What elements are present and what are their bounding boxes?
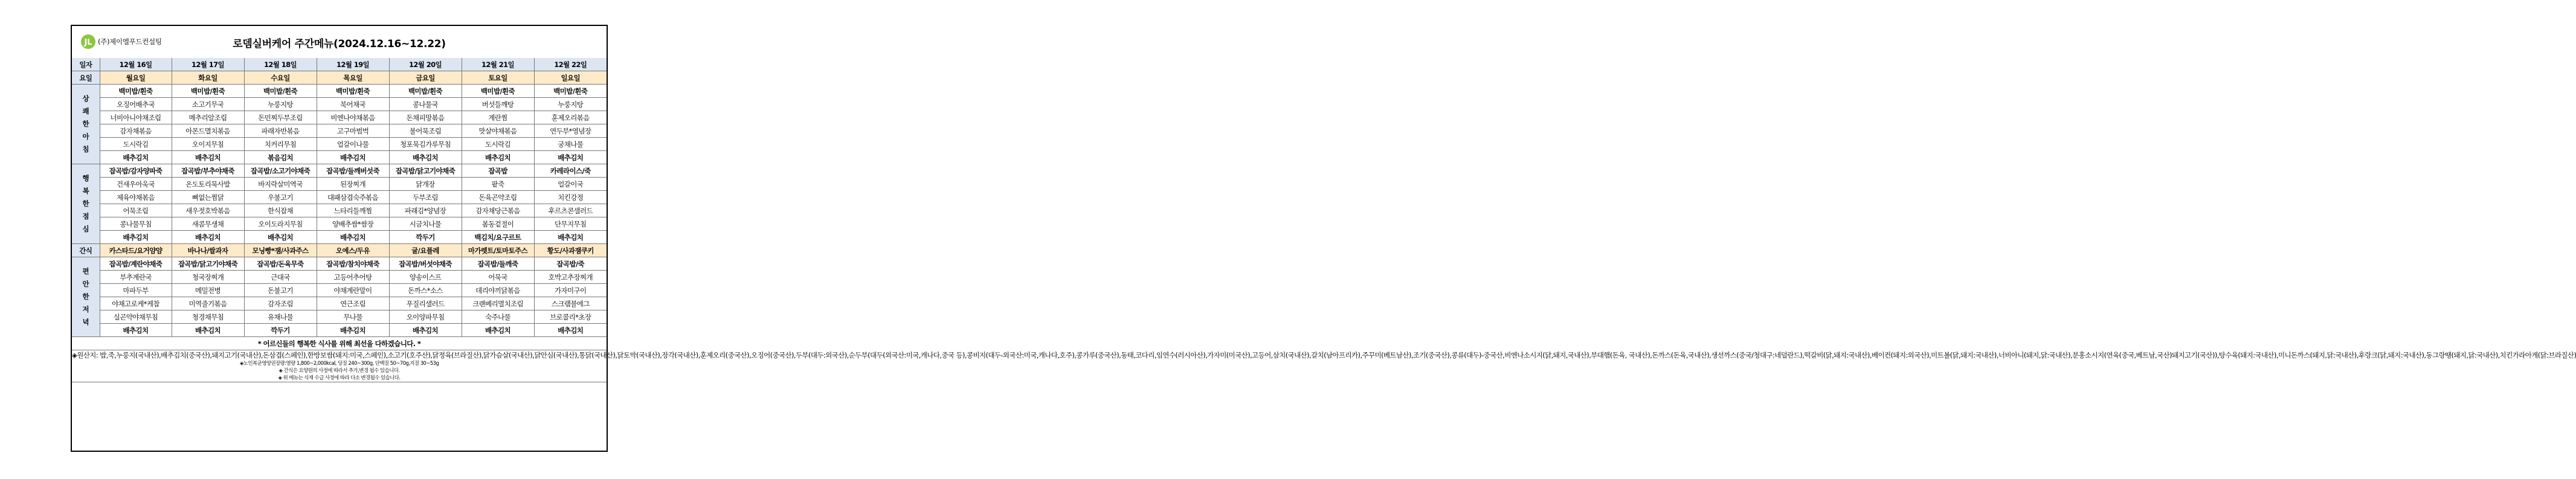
- menu-item: 봄동겉절이: [462, 217, 534, 231]
- breakfast-row: [72, 138, 607, 151]
- menu-item: 배추김치: [317, 231, 389, 244]
- menu-item: 백미밥/흰죽: [534, 85, 607, 98]
- menu-item: 브로콜리*초장: [534, 310, 607, 324]
- weekday-cell: 목요일: [317, 71, 389, 85]
- menu-item: 무나물: [317, 310, 389, 324]
- menu-item: 오징어배추국: [100, 98, 172, 111]
- menu-item: 계란찜: [462, 111, 534, 124]
- menu-item: 배추김치: [534, 151, 607, 164]
- lunch-label: [72, 164, 100, 244]
- menu-item: 카레라이스/죽: [534, 164, 607, 178]
- menu-item: 도시락김: [462, 138, 534, 151]
- date-cell: 12월 20일: [389, 58, 462, 71]
- menu-item: 돈육곤약조림: [462, 191, 534, 204]
- menu-item: 배추김치: [100, 231, 172, 244]
- menu-item: 어묵국: [462, 271, 534, 284]
- date-cell: 12월 19일: [317, 58, 389, 71]
- menu-item: 감자채볶음: [100, 124, 172, 138]
- weekday-cell: 월요일: [100, 71, 172, 85]
- date-cell: 12월 16일: [100, 58, 172, 71]
- menu-item: 느타리들깨찜: [317, 204, 389, 217]
- menu-item: 맛살야채볶음: [462, 124, 534, 138]
- menu-item: 실곤약야채무침: [100, 310, 172, 324]
- menu-header: [72, 26, 607, 59]
- menu-item: 어묵조림: [100, 204, 172, 217]
- date-label: 일자: [72, 58, 100, 71]
- menu-item: 건새우아욱국: [100, 178, 172, 191]
- snack-cell: 귤/요플레: [389, 244, 462, 257]
- menu-item: 파래자반볶음: [244, 124, 317, 138]
- lunch-row: [72, 164, 607, 178]
- menu-item: 푸질리샐러드: [389, 297, 462, 310]
- breakfast-label-text: 상쾌한아침: [82, 94, 89, 153]
- footnote: ◈ 위 메뉴는 식재 수급 사정에 따라 다소 변경될수 있습니다.: [278, 375, 401, 381]
- menu-item: 오이도라지무침: [244, 217, 317, 231]
- lunch-row: [72, 204, 607, 217]
- snack-cell: 오예스/두유: [317, 244, 389, 257]
- menu-item: 깍두기: [244, 324, 317, 337]
- menu-item: 궁채나물: [534, 138, 607, 151]
- menu-item: 잡곡밥/닭고기야채죽: [172, 257, 244, 271]
- menu-item: 아몬드멸치볶음: [172, 124, 244, 138]
- menu-item: 배추김치: [317, 151, 389, 164]
- menu-item: 감자조림: [244, 297, 317, 310]
- menu-item: 배추김치: [100, 324, 172, 337]
- lunch-row: [72, 178, 607, 191]
- svg-text:JL: JL: [84, 38, 92, 47]
- snack-label: 간식: [72, 244, 100, 257]
- menu-item: 배추김치: [389, 151, 462, 164]
- menu-item: 콩나물무침: [100, 217, 172, 231]
- menu-item: 배추김치: [317, 324, 389, 337]
- menu-item: 파래김*양념장: [389, 204, 462, 217]
- menu-item: 백김치/요구르트: [462, 231, 534, 244]
- menu-item: 잡곡밥/계란야채죽: [100, 257, 172, 271]
- menu-item: 잡곡밥/닭고기야채죽: [389, 164, 462, 178]
- dinner-row: [72, 310, 607, 324]
- menu-item: 후르츠콘샐러드: [534, 204, 607, 217]
- snack-row: [72, 244, 607, 257]
- weekly-menu-sheet: [71, 25, 2576, 452]
- menu-item: 청국장찌개: [172, 271, 244, 284]
- snack-cell: 모닝빵*잼/사과주스: [244, 244, 317, 257]
- menu-item: 백미밥/흰죽: [317, 85, 389, 98]
- dinner-row: [72, 324, 607, 337]
- menu-item: 깍두기: [389, 231, 462, 244]
- menu-item: 누룽지탕: [534, 98, 607, 111]
- snack-cell: 황도/사과잼쿠키: [534, 244, 607, 257]
- dinner-label: [72, 257, 100, 337]
- menu-item: 새콤무생채: [172, 217, 244, 231]
- menu-item: 배추김치: [172, 151, 244, 164]
- menu-item: 된장찌개: [317, 178, 389, 191]
- menu-item: 대패삼겹숙주볶음: [317, 191, 389, 204]
- menu-item: 잡곡밥/버섯야채죽: [389, 257, 462, 271]
- menu-item: 배추김치: [172, 231, 244, 244]
- company-name: (주)제이엘푸드컨설팅: [98, 37, 162, 46]
- menu-item: 비엔나야채볶음: [317, 111, 389, 124]
- menu-item: 잡곡밥/감자양파죽: [100, 164, 172, 178]
- menu-item: 버섯들깨탕: [462, 98, 534, 111]
- breakfast-label: [72, 85, 100, 164]
- menu-item: 고구마범벅: [317, 124, 389, 138]
- menu-item: 닭개장: [389, 178, 462, 191]
- menu-item: 메추리알조림: [172, 111, 244, 124]
- menu-item: 잡곡밥/부추야채죽: [172, 164, 244, 178]
- menu-item: 훈제오리볶음: [534, 111, 607, 124]
- menu-item: 소고기무국: [172, 98, 244, 111]
- menu-item: 제육야채볶음: [100, 191, 172, 204]
- menu-item: 콩나물국: [389, 98, 462, 111]
- menu-item: 야채고로케*케찹: [100, 297, 172, 310]
- menu-item: 감자채당근볶음: [462, 204, 534, 217]
- menu-item: 불어묵조림: [389, 124, 462, 138]
- menu-item: 얼갈이나물: [317, 138, 389, 151]
- menu-item: 배추김치: [462, 151, 534, 164]
- menu-item: 백미밥/흰죽: [244, 85, 317, 98]
- menu-item: 얼갈이국: [534, 178, 607, 191]
- date-cell: 12월 21일: [462, 58, 534, 71]
- menu-item: 숙주나물: [462, 310, 534, 324]
- menu-item: 볶음김치: [244, 151, 317, 164]
- weekday-row: [72, 71, 607, 85]
- menu-item: 오이지무침: [172, 138, 244, 151]
- menu-item: 크랜베리멸치조림: [462, 297, 534, 310]
- menu-item: 유채나물: [244, 310, 317, 324]
- weekday-cell: 화요일: [172, 71, 244, 85]
- footer-message: * 어르신들의 행복한 식사를 위해 최선을 다하겠습니다. *: [72, 337, 607, 350]
- menu-item: 누룽지탕: [244, 98, 317, 111]
- date-cell: 12월 17일: [172, 58, 244, 71]
- weekday-cell: 일요일: [534, 71, 607, 85]
- menu-item: 스크램블에그: [534, 297, 607, 310]
- weekday-cell: 수요일: [244, 71, 317, 85]
- menu-item: 잡곡밥/소고기야채죽: [244, 164, 317, 178]
- menu-item: 잡곡밥/돈육무죽: [244, 257, 317, 271]
- menu-item: 메밀전병: [172, 284, 244, 297]
- menu-item: 돈채피망볶음: [389, 111, 462, 124]
- menu-item: 데리야끼닭볶음: [462, 284, 534, 297]
- menu-item: 너비아니야채조림: [100, 111, 172, 124]
- dinner-label-text: 편안한저녁: [82, 267, 89, 326]
- lunch-row: [72, 191, 607, 204]
- menu-item: 단무지무침: [534, 217, 607, 231]
- dinner-row: [72, 257, 607, 271]
- snack-cell: 바나나/쌀과자: [172, 244, 244, 257]
- breakfast-row: [72, 98, 607, 111]
- menu-item: 잡곡밥: [462, 164, 534, 178]
- menu-item: 온도토리묵사발: [172, 178, 244, 191]
- dinner-row: [72, 284, 607, 297]
- menu-item: 돈까스*소스: [389, 284, 462, 297]
- menu-item: 배추김치: [100, 151, 172, 164]
- menu-item: 치킨강정: [534, 191, 607, 204]
- menu-item: 치커리무침: [244, 138, 317, 151]
- origin-notes: [72, 350, 2576, 382]
- lunch-label-text: 행복한점심: [82, 174, 89, 233]
- date-row: [72, 58, 607, 71]
- origin-text: ◈원산지: 밥,죽,누룽지(국내산),배추김치(중국산),돼지고기(국내산),돈삼겹(스페인),한방보쌈(돼지:미국,스페인),소고기(호주산),닭정육(브라질산),닭가슴살(국내산),닭안심(국내산),통닭(국내산),닭토막(국내산),장각(국내산),훈제오리(중국산),오징어(중국산),두부(대두:외국산),순두부(대두(외국산:미국,캐나다,중국 등),콩비지(대두-외국산:미국,캐나다,호주),콩가루(중국산),동태,코다리,임연수(러시아산),가자미(미국산),고등어,삼치(국내산),갈치(남아프리카),주꾸미(베트남산),조기(중국산),콩류(대두)-중국산,비엔나소시지(닭,돼지,국내산),부대햄(돈육, 국내산),돈까스(돈육,국내산),생선까스(중국/청대구:네덜란드),떡갈비(닭,돼지:국내산),베이컨(돼지:외국산),미트볼(닭,돼지:국내산),너비아니(돼지,닭:국내산),분홍소시지(연육(중국,베트남,국산)돼지고기(국산)),탕수육(돼지:국내산),미니돈까스(돼지,닭:국내산),후랑크(닭,돼지:국내산),동그랑땡(돼지,닭:국내산),치킨가라아게(닭:브라질산): [72, 351, 2576, 359]
- footnote: ◈노인복균영양권장량:열량 1,800~2,000kcal, 당질 240~300g, 단백질 50~70g,지질 30~53g: [239, 361, 439, 367]
- menu-item: 새우젓호박볶음: [172, 204, 244, 217]
- dinner-row: [72, 297, 607, 310]
- menu-item: 양송이스프: [389, 271, 462, 284]
- menu-item: 백미밥/흰죽: [100, 85, 172, 98]
- lunch-row: [72, 217, 607, 231]
- menu-item: 배추김치: [389, 324, 462, 337]
- menu-item: 가자미구이: [534, 284, 607, 297]
- menu-item: 백미밥/흰죽: [172, 85, 244, 98]
- menu-item: 한식잡채: [244, 204, 317, 217]
- menu-item: 돈불고기: [244, 284, 317, 297]
- menu-item: 배추김치: [462, 324, 534, 337]
- menu-item: 연근조림: [317, 297, 389, 310]
- lunch-row: [72, 231, 607, 244]
- menu-item: 야채계란말이: [317, 284, 389, 297]
- dinner-row: [72, 271, 607, 284]
- menu-item: 북어채국: [317, 98, 389, 111]
- menu-item: 도시락김: [100, 138, 172, 151]
- menu-item: 팥죽: [462, 178, 534, 191]
- menu-item: 근대국: [244, 271, 317, 284]
- weekday-cell: 금요일: [389, 71, 462, 85]
- menu-item: 잡곡밥/들깨버섯죽: [317, 164, 389, 178]
- menu-item: 양배추쌈*쌈장: [317, 217, 389, 231]
- date-cell: 12월 18일: [244, 58, 317, 71]
- menu-item: 백미밥/흰죽: [462, 85, 534, 98]
- footnote: ◈ 간식은 요양원의 사정에 따라서 추가,변경 될수 있습니다.: [279, 368, 400, 374]
- snack-cell: 마가렛트/토마토주스: [462, 244, 534, 257]
- menu-item: 돈민찌두부조림: [244, 111, 317, 124]
- menu-item: 잡곡밥/죽: [534, 257, 607, 271]
- menu-item: 연두부*영념장: [534, 124, 607, 138]
- menu-table: [72, 58, 2576, 382]
- breakfast-row: [72, 111, 607, 124]
- page-title: 로뎀실버케어 주간메뉴(2024.12.16~12.22): [233, 38, 446, 50]
- menu-item: 두부조림: [389, 191, 462, 204]
- menu-item: 잡곡밥/참치야채죽: [317, 257, 389, 271]
- menu-item: 백미밥/흰죽: [389, 85, 462, 98]
- menu-item: 바지락살미역국: [244, 178, 317, 191]
- breakfast-row: [72, 85, 607, 98]
- menu-item: 부추계란국: [100, 271, 172, 284]
- weekday-label: 요일: [72, 71, 100, 85]
- menu-item: 우불고기: [244, 191, 317, 204]
- menu-item: 미역줄기볶음: [172, 297, 244, 310]
- menu-item: 고등어추어탕: [317, 271, 389, 284]
- menu-item: 호박고추장찌개: [534, 271, 607, 284]
- menu-item: 청경채무침: [172, 310, 244, 324]
- menu-item: 배추김치: [534, 324, 607, 337]
- breakfast-row: [72, 124, 607, 138]
- menu-item: 배추김치: [534, 231, 607, 244]
- breakfast-row: [72, 151, 607, 164]
- menu-item: 잡곡밥/들깨죽: [462, 257, 534, 271]
- menu-item: 시금치나물: [389, 217, 462, 231]
- menu-item: 청포묵김가루무침: [389, 138, 462, 151]
- snack-cell: 카스타드/요거얌얌: [100, 244, 172, 257]
- menu-item: 마파두부: [100, 284, 172, 297]
- date-cell: 12월 22일: [534, 58, 607, 71]
- menu-item: 오이양파무침: [389, 310, 462, 324]
- weekday-cell: 토요일: [462, 71, 534, 85]
- menu-item: 배추김치: [244, 231, 317, 244]
- menu-item: 뼈없는찜닭: [172, 191, 244, 204]
- menu-item: 배추김치: [172, 324, 244, 337]
